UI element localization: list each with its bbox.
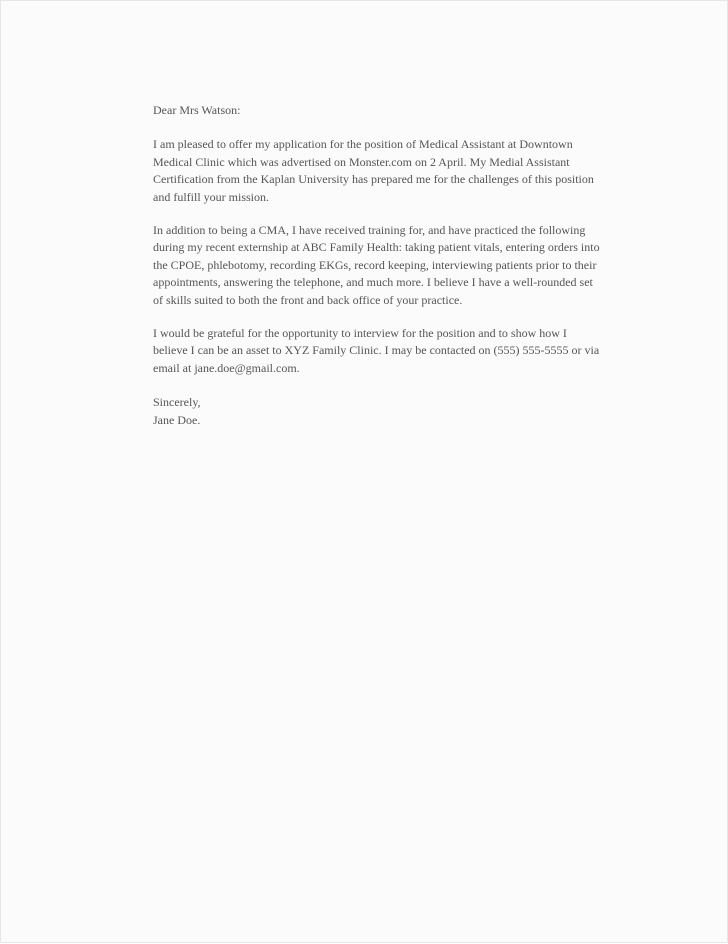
paragraph-experience: In addition to being a CMA, I have received training for, and have practiced the following during my recent externship at ABC Family Health: taking patient vitals, entering orders into the CPOE, phlebotomy, recording EKGs, record keeping, interviewing patients prior to their appointments, answering the telephone, and much more. I believe I have a well-rounded set of skills suited to both the front and back office of your practice. [153, 223, 600, 307]
closing-block [153, 394, 603, 429]
paragraph-application: I am pleased to offer my application for the position of Medical Assistant at Downtown Medical Clinic which was advertised on Monster.com on 2 April. My Medial Assistant Certification from the Kaplan University has prepared me for the challenges of this position and fulfill your mission. [153, 137, 594, 204]
salutation: Dear Mrs Watson: [153, 103, 241, 117]
signature-name: Jane Doe. [153, 412, 201, 427]
document-page [1, 1, 727, 942]
closing: Sincerely, [153, 395, 201, 410]
cover-letter [153, 102, 603, 429]
paragraph-contact: I would be grateful for the opportunity to interview for the position and to show how I believe I can be an asset to XYZ Family Clinic. I may be contacted on (555) 555-5555 or via email at jane.doe@gmail.com. [153, 326, 600, 375]
